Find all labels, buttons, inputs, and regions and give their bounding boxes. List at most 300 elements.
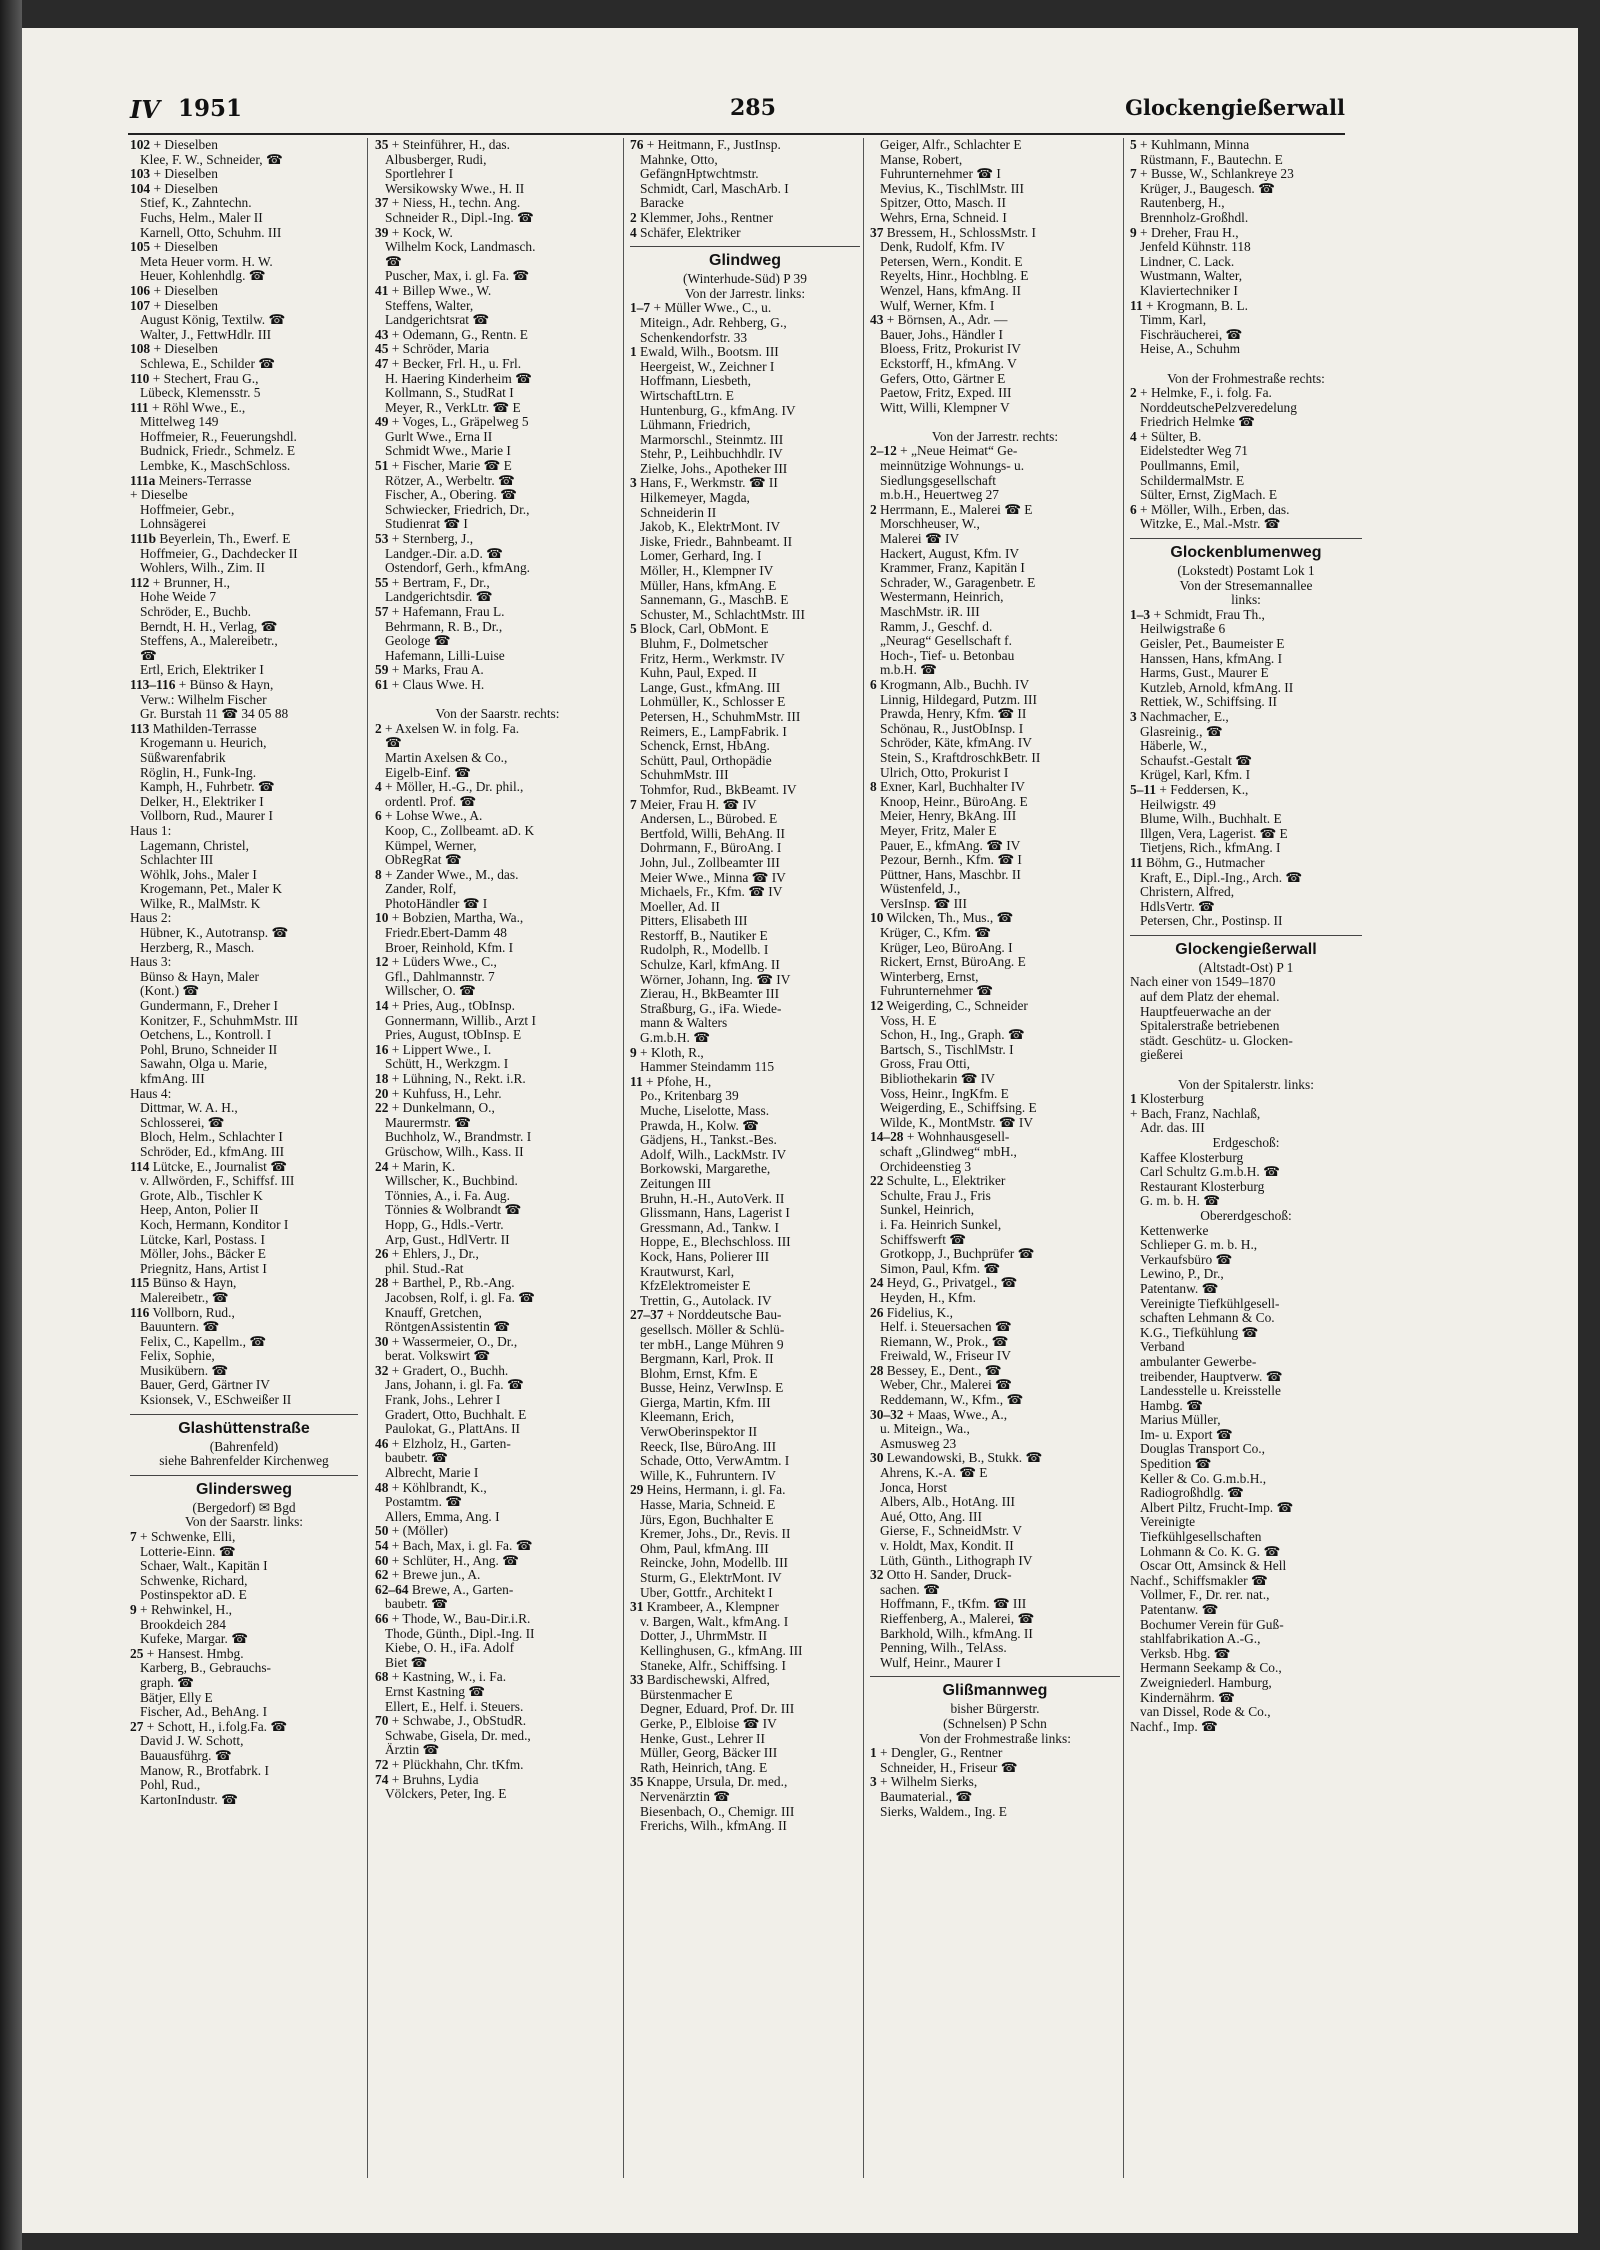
directory-entry: Priegnitz, Hans, Artist I (140, 1261, 267, 1276)
directory-entry: Völckers, Peter, Ing. E (385, 1787, 507, 1802)
directory-entry: Zierau, H., BkBeamter III (640, 987, 780, 1002)
directory-entry: WirtschaftLtrn. E (640, 388, 734, 403)
house-number: 9 (630, 1045, 637, 1060)
directory-entry: 27 + Schott, H., i.folg.Fa. ☎ (130, 1719, 288, 1734)
directory-entry: Dotter, J., UhrmMstr. II (640, 1629, 768, 1644)
house-number: 9 (1130, 225, 1137, 240)
directory-entry: Schlieper G. m. b. H., (1140, 1238, 1258, 1253)
house-number: 74 (375, 1772, 389, 1787)
directory-entry: Wustmann, Walter, (1140, 269, 1243, 284)
directory-entry: H. Haering Kinderheim ☎ (385, 371, 532, 386)
directory-entry: Sannemann, G., MaschB. E (640, 593, 789, 608)
directory-entry: Prawda, H., Kolw. ☎ (640, 1118, 759, 1133)
house-number: 104 (130, 181, 151, 196)
directory-entry: Westermann, Heinrich, (880, 590, 1004, 605)
directory-entry: Kufeke, Margar. ☎ (140, 1632, 248, 1647)
house-number: 111b (130, 532, 157, 547)
directory-entry: Paulokat, G., PlattAns. II (385, 1422, 521, 1437)
house-number: 35 (630, 1775, 644, 1790)
house-number: 12 (375, 955, 389, 970)
directory-entry: 72 + Plückhahn, Chr. tKfm. (375, 1757, 524, 1772)
directory-entry: Wilke, R., MalMstr. K (140, 896, 261, 911)
directory-entry: 10 Wilcken, Th., Mus., ☎ (870, 911, 1014, 926)
directory-entry: Arp, Gust., HdlVertr. II (385, 1232, 510, 1247)
directory-entry: baubetr. ☎ (385, 1597, 448, 1612)
directory-entry: Schwabe, Gisela, Dr. med., (385, 1728, 531, 1743)
directory-entry: 35 Knappe, Ursula, Dr. med., (630, 1775, 788, 1790)
directory-entry: 70 + Schwabe, J., ObStudR. (375, 1714, 527, 1729)
directory-entry: Pohl, Bruno, Schneider II (140, 1042, 278, 1057)
house-number: 112 (130, 575, 150, 590)
house-number: 28 (870, 1363, 884, 1378)
column-5 (1130, 138, 1362, 2178)
directory-entry: Radiogroßhdlg. ☎ (1140, 1486, 1244, 1501)
directory-entry: Gr. Burstah 11 ☎ 34 05 88 (140, 707, 289, 722)
directory-entry: Rüstmann, F., Bautechn. E (1140, 152, 1283, 167)
directory-entry: 28 Bessey, E., Dent., ☎ (870, 1363, 1002, 1378)
house-number: 2–12 (870, 444, 897, 459)
directory-entry: Lembke, K., MaschSchloss. (140, 459, 291, 474)
section-note: Von der Stresemannallee (1179, 578, 1313, 593)
directory-entry: Kiebe, O. H., iFa. Adolf (385, 1641, 515, 1656)
directory-entry: 9 + Kloth, R., (630, 1045, 704, 1060)
directory-entry: 6 + Lohse Wwe., A. (375, 809, 483, 824)
directory-entry: Nachf., Schiffsmakler ☎ (1130, 1573, 1268, 1588)
directory-entry: Reyelts, Hinr., Hochblng. E (880, 269, 1029, 284)
house-number: 12 (870, 999, 884, 1014)
directory-entry: Schneider, H., Friseur ☎ (880, 1760, 1018, 1775)
directory-entry: Püttner, Hans, Maschbr. II (880, 867, 1021, 882)
directory-entry: Rudolph, R., Modellb. I (640, 943, 769, 958)
directory-entry: Klee, F. W., Schneider, ☎ (140, 152, 283, 167)
directory-entry: Fritz, Herm., Werkmstr. IV (640, 651, 785, 666)
directory-entry: PhotoHändler ☎ I (385, 896, 488, 911)
directory-entry: Müller, Georg, Bäcker III (640, 1746, 778, 1761)
directory-entry: Gundermann, F., Dreher I (140, 999, 278, 1014)
house-number: 37 (375, 196, 389, 211)
directory-entry: ☎ (140, 648, 157, 663)
directory-entry: Studienrat ☎ I (385, 517, 468, 532)
directory-entry: Patentanw. ☎ (1140, 1281, 1219, 1296)
directory-entry: Kindernährm. ☎ (1140, 1690, 1235, 1705)
directory-entry: Gfl., Dahlmannstr. 7 (385, 969, 495, 984)
directory-entry: Penning, Wilh., TelAss. (880, 1641, 1007, 1656)
directory-entry: 39 + Kock, W. (375, 225, 453, 240)
directory-entry: Lange, Gust., kfmAng. III (640, 680, 781, 695)
house-number: 68 (375, 1670, 389, 1685)
column-2 (375, 138, 620, 2178)
directory-entry: Kutzleb, Arnold, kfmAng. II (1140, 680, 1294, 695)
directory-entry: baubetr. ☎ (385, 1451, 448, 1466)
directory-entry: NorddeutschePelzveredelung (1140, 400, 1297, 415)
directory-entry: 9 + Dreher, Frau H., (1130, 225, 1239, 240)
directory-entry: Geologe ☎ (385, 634, 451, 649)
directory-entry: 2 Klemmer, Johs., Rentner (630, 210, 774, 225)
directory-entry: Malereibetr., ☎ (140, 1290, 229, 1305)
directory-entry: Steffens, Walter, (385, 298, 474, 313)
directory-entry: Schütt, Paul, Orthopädie (640, 753, 772, 768)
directory-entry: Karberg, B., Gebrauchs- (140, 1661, 272, 1676)
directory-entry: 62 + Brewe jun., A. (375, 1568, 481, 1583)
directory-entry: Siedlungsgesellschaft (880, 473, 997, 488)
house-number: 47 (375, 356, 389, 371)
directory-entry: 51 + Fischer, Marie ☎ E (375, 459, 512, 474)
section-note: (Bahrenfeld) (209, 1439, 279, 1454)
directory-entry: Koch, Hermann, Konditor I (140, 1217, 289, 1232)
column-1 (130, 138, 358, 2178)
directory-entry: 60 + Schlüter, H., Ang. ☎ (375, 1553, 519, 1568)
house-number: 111a (130, 473, 156, 488)
directory-entry: Gurlt Wwe., Erna II (385, 429, 493, 444)
directory-entry: Riemann, W., Prok., ☎ (880, 1334, 1009, 1349)
directory-entry: 48 + Köhlbrandt, K., (375, 1480, 487, 1495)
directory-entry: Geisler, Pet., Baumeister E (1140, 637, 1285, 651)
directory-entry: 22 + Dunkelmann, O., (375, 1101, 495, 1116)
house-number: 57 (375, 605, 389, 619)
section-note: links: (1231, 593, 1261, 608)
directory-entry: Rautenberg, H., (1140, 196, 1225, 211)
house-number: 9 (130, 1603, 137, 1617)
street-heading: Glockenblumenweg (1130, 538, 1362, 564)
directory-entry: 1 Ewald, Wilh., Bootsm. III (630, 345, 779, 360)
directory-entry: Miteign., Adr. Rehberg, G., (640, 315, 787, 330)
house-number: 60 (375, 1553, 389, 1568)
directory-entry: Knoop, Heinr., BüroAng. E (880, 794, 1028, 809)
directory-entry: Baumaterial., ☎ (880, 1789, 973, 1804)
directory-entry: Vollmer, F., Dr. rer. nat., (1140, 1588, 1270, 1603)
directory-entry: RöntgenAssistentin ☎ (385, 1320, 510, 1335)
directory-entry: Ramm, J., Geschf. d. (880, 619, 993, 634)
directory-entry: Wulf, Heinr., Maurer I (880, 1655, 1001, 1670)
house-number: 62 (375, 1568, 389, 1583)
directory-entry: Hackert, August, Kfm. IV (880, 546, 1020, 561)
directory-entry: 27–37 + Norddeutsche Bau- (630, 1308, 782, 1323)
directory-entry: Nachf., Imp. ☎ (1130, 1719, 1218, 1734)
directory-entry: Budnick, Friedr., Schmelz. E (140, 444, 296, 459)
directory-entry: Grüschow, Wilh., Kass. II (385, 1144, 524, 1159)
directory-entry: Wersikowsky Wwe., H. II (385, 181, 525, 196)
directory-entry: 113–116 + Bünso & Hayn, (130, 677, 274, 692)
directory-entry: Gerke, P., Elbloise ☎ IV (640, 1716, 777, 1731)
section-note: (Bergedorf) ✉ Bgd (192, 1500, 296, 1515)
directory-entry: Christern, Alfred, (1140, 885, 1235, 900)
directory-entry: Pezour, Bernh., Kfm. ☎ I (880, 853, 1022, 868)
directory-entry: Herzberg, R., Masch. (140, 940, 255, 955)
directory-entry: Haus 4: (130, 1086, 172, 1101)
street-heading: Glockengießerwall (1130, 935, 1362, 961)
directory-entry: Krügel, Karl, Kfm. I (1140, 768, 1251, 783)
directory-entry: Pitters, Elisabeth III (640, 914, 748, 929)
directory-entry: Vereinigte (1140, 1515, 1196, 1530)
directory-entry: Huntenburg, G., kfmAng. IV (640, 403, 796, 418)
directory-entry: 111b Beyerlein, Th., Ewerf. E (130, 532, 291, 547)
directory-entry: Schiffswerft ☎ (880, 1232, 966, 1247)
directory-entry: Schenck, Ernst, HbAng. (640, 739, 770, 754)
directory-entry: Witt, Willi, Klempner V (880, 400, 1010, 415)
house-number: 76 (630, 138, 644, 152)
directory-entry: Rettiek, W., Schiffsing. II (1140, 695, 1277, 710)
directory-entry: ordentl. Prof. ☎ (385, 794, 477, 809)
directory-entry: Schade, Otto, VerwAmtm. I (640, 1454, 790, 1469)
directory-entry: Keller & Co. G.m.b.H., (1140, 1471, 1267, 1486)
directory-entry: Lüth, Günth., Lithograph IV (880, 1553, 1033, 1568)
directory-entry: Oscar Ott, Amsinck & Hell (1140, 1559, 1287, 1574)
directory-entry: Bartsch, S., TischlMstr. I (880, 1042, 1014, 1057)
directory-entry: Kock, Hans, Polierer III (640, 1249, 770, 1264)
volume-part: IV (130, 95, 160, 124)
directory-entry: Prawda, Henry, Kfm. ☎ II (880, 707, 1027, 722)
directory-entry: Jans, Johann, i. gl. Fa. ☎ (385, 1378, 524, 1393)
house-number: 5 (1130, 138, 1137, 152)
directory-entry: Kamph, H., Fuhrbetr. ☎ (140, 780, 275, 795)
house-number: 7 (630, 797, 637, 812)
directory-entry: 103 + Dieselben (130, 167, 218, 182)
directory-entry: Poullmanns, Emil, (1140, 459, 1240, 474)
directory-entry: Wohlers, Wilh., Zim. II (140, 561, 265, 576)
directory-entry: Frerichs, Wilh., kfmAng. II (640, 1819, 787, 1834)
house-number: 115 (130, 1276, 150, 1291)
directory-entry: Schröder, E., Buchb. (140, 605, 252, 619)
house-number: 10 (375, 911, 389, 926)
directory-entry: Hoffmann, F., tKfm. ☎ III (880, 1597, 1027, 1612)
directory-entry: Schmidt Wwe., Marie I (385, 444, 511, 459)
directory-entry: 111a Meiners-Terrasse (130, 473, 252, 488)
directory-entry: 26 Fidelius, K., (870, 1305, 953, 1320)
directory-entry: Bünso & Hayn, Maler (140, 969, 260, 984)
directory-entry: 6 Krogmann, Alb., Buchh. IV (870, 677, 1030, 692)
directory-entry: (Kont.) ☎ (140, 984, 200, 999)
house-number: 10 (870, 911, 884, 926)
directory-entry: Wilhelm Kock, Landmasch. (385, 240, 536, 255)
house-number: 46 (375, 1436, 389, 1451)
house-number: 41 (375, 283, 389, 298)
directory-entry: Wenzel, Hans, kfmAng. II (880, 283, 1021, 298)
directory-entry: Haus 1: (130, 823, 172, 838)
directory-entry: 111 + Röhl Wwe., E., (130, 400, 246, 415)
directory-entry: Biet ☎ (385, 1655, 428, 1670)
directory-entry: 3 Nachmacher, E., (1130, 709, 1229, 724)
directory-entry: Schlachter III (140, 853, 214, 868)
directory-entry: Krogemann, Pet., Maler K (140, 882, 283, 897)
directory-entry: Knauff, Gretchen, (385, 1305, 482, 1320)
directory-entry: Möller, Johs., Bäcker E (140, 1247, 266, 1262)
directory-entry: 43 + Börnsen, A., Adr. — (870, 313, 1008, 328)
house-number: 43 (870, 313, 884, 328)
directory-entry: 26 + Ehlers, J., Dr., (375, 1247, 479, 1262)
directory-entry: Rieffenberg, A., Malerei, ☎ (880, 1611, 1035, 1626)
directory-entry: Illgen, Vera, Lagerist. ☎ E (1140, 826, 1288, 841)
directory-entry: Meier Wwe., Minna ☎ IV (640, 870, 786, 885)
directory-entry: Andersen, L., Bürobed. E (640, 812, 778, 827)
directory-entry: schaften Lehmann & Co. (1140, 1311, 1275, 1326)
directory-entry: Kellinghusen, G., kfmAng. III (640, 1643, 803, 1658)
directory-entry: Mevius, K., TischlMstr. III (880, 181, 1024, 196)
directory-entry: 53 + Sternberg, J., (375, 532, 474, 547)
directory-entry: Kuhn, Paul, Exped. II (640, 666, 757, 681)
directory-entry: 28 + Barthel, P., Rb.-Ang. (375, 1276, 515, 1291)
directory-entry: auf dem Platz der ehemal. (1140, 990, 1280, 1005)
directory-entry: Eidelstedter Weg 71 (1140, 444, 1249, 459)
directory-entry: Aué, Otto, Ang. III (880, 1509, 982, 1524)
directory-entry: Maurermstr. ☎ (385, 1115, 471, 1130)
directory-entry: 4 + Möller, H.-G., Dr. phil., (375, 780, 524, 795)
directory-entry: 106 + Dieselben (130, 283, 218, 298)
directory-entry: 30 Lewandowski, B., Stukk. ☎ (870, 1451, 1043, 1466)
directory-entry: Martin Axelsen & Co., (385, 750, 508, 765)
directory-entry: Hasse, Maria, Schneid. E (640, 1498, 776, 1513)
directory-entry: Voss, H. E (880, 1013, 937, 1028)
house-number: 26 (870, 1305, 884, 1320)
directory-entry: m.b.H., Heuertweg 27 (880, 488, 999, 503)
directory-entry: „Neurag“ Gesellschaft f. (880, 634, 1012, 649)
directory-entry: Bätjer, Elly E (140, 1690, 213, 1705)
directory-entry: 1 Klosterburg (1130, 1092, 1204, 1107)
directory-entry: Vollborn, Rud., Maurer I (140, 809, 273, 824)
directory-entry: Schmidt, Carl, MaschArb. I (640, 181, 789, 196)
directory-entry: Hoppe, E., Blechschloss. III (640, 1235, 791, 1250)
directory-entry: Restaurant Klosterburg (1140, 1179, 1265, 1194)
directory-entry: Malerei ☎ IV (880, 532, 960, 547)
directory-entry: Asmusweg 23 (880, 1436, 957, 1451)
directory-entry: Fischer, Ad., BehAng. I (140, 1705, 268, 1720)
directory-entry: Meyer, R., VerkLtr. ☎ E (385, 400, 521, 415)
directory-entry: Restorff, B., Nautiker E (640, 928, 768, 943)
directory-entry: Lübeck, Klemensstr. 5 (140, 386, 261, 401)
directory-entry: Hauptfeuerwache an der (1140, 1004, 1271, 1019)
directory-entry: 108 + Dieselben (130, 342, 218, 357)
directory-entry: Hoffmeier, R., Feuerungshdl. (140, 429, 297, 444)
directory-entry: 18 + Lühning, N., Rekt. i.R. (375, 1072, 526, 1086)
house-number: 11 (630, 1074, 643, 1089)
directory-entry: 105 + Dieselben (130, 240, 218, 255)
directory-entry: v. Bargen, Walt., kfmAng. I (640, 1614, 789, 1629)
directory-entry: 2–12 + „Neue Heimat“ Ge- (870, 444, 1018, 459)
directory-entry: Klaviertechniker I (1140, 283, 1238, 298)
directory-entry: Meyer, Fritz, Maler E (880, 823, 997, 838)
directory-entry: Lagemann, Christel, (140, 838, 249, 853)
directory-entry: Willscher, K., Buchbind. (385, 1174, 518, 1189)
directory-entry: Denk, Rudolf, Kfm. IV (880, 240, 1005, 255)
directory-entry: Hoffmann, Liesbeth, (640, 374, 751, 389)
house-number: 7 (130, 1530, 137, 1545)
directory-entry: Tiefkühlgesellschaften (1140, 1530, 1262, 1545)
directory-entry: Pohl, Rud., (140, 1778, 201, 1793)
directory-entry: Gonnermann, Willib., Arzt I (385, 1013, 536, 1028)
house-number: 1 (1130, 1092, 1137, 1107)
directory-entry: G. m. b. H. ☎ (1140, 1194, 1220, 1209)
directory-entry: Nervenärztin ☎ (640, 1789, 730, 1804)
house-number: 22 (870, 1174, 884, 1189)
house-number: 45 (375, 342, 389, 357)
directory-entry: 47 + Becker, Frl. H., u. Frl. (375, 356, 522, 371)
directory-entry: kfmAng. III (140, 1072, 205, 1086)
directory-entry: Bluhm, F., Dolmetscher (640, 637, 768, 651)
directory-entry: Hohe Weide 7 (140, 590, 217, 605)
directory-entry: 25 + Hansest. Hmbg. (130, 1646, 244, 1661)
directory-entry: David J. W. Schott, (140, 1734, 244, 1749)
directory-entry: VerwOberinspektor II (640, 1425, 758, 1440)
directory-entry: Felix, C., Kapellm., ☎ (140, 1334, 267, 1349)
directory-entry: August König, Textilw. ☎ (140, 313, 286, 328)
house-number: 70 (375, 1714, 389, 1729)
directory-entry: Moeller, Ad. II (640, 899, 720, 914)
directory-entry: Lindner, C. Lack. (1140, 254, 1235, 269)
directory-entry: Bauer, Gerd, Gärtner IV (140, 1378, 270, 1393)
directory-entry: 14 + Pries, Aug., tObInsp. (375, 999, 515, 1014)
directory-entry: + Bach, Franz, Nachlaß, (1130, 1106, 1261, 1121)
house-number: 107 (130, 298, 151, 313)
directory-entry: Jiske, Friedr., Bahnbeamt. II (640, 534, 793, 549)
directory-entry: stahlfabrikation A.-G., (1140, 1632, 1261, 1647)
directory-entry: Heergeist, W., Zeichner I (640, 359, 775, 374)
directory-entry: Zielke, Johs., Apotheker III (640, 461, 788, 476)
directory-entry: 59 + Marks, Frau A. (375, 663, 484, 678)
directory-entry: Wehrs, Erna, Schneid. I (880, 210, 1007, 225)
directory-entry: 32 + Gradert, O., Buchh. (375, 1363, 509, 1378)
section-note: (Schnelsen) P Schn (943, 1716, 1047, 1731)
house-number: 50 (375, 1524, 389, 1539)
directory-entry: Krautwurst, Karl, (640, 1264, 735, 1279)
house-number: 26 (375, 1247, 389, 1262)
directory-entry: Hoffmeier, G., Dachdecker II (140, 546, 298, 561)
directory-entry: 74 + Bruhns, Lydia (375, 1772, 479, 1787)
directory-entry: Hambg. ☎ (1140, 1398, 1203, 1413)
directory-entry: Heise, A., Schuhm (1140, 342, 1241, 357)
directory-entry: Witzke, E., Mal.-Mstr. ☎ (1140, 517, 1281, 532)
house-number: 113 (130, 721, 150, 736)
directory-entry: Sierks, Waldem., Ing. E (880, 1804, 1007, 1819)
directory-entry: Brookdeich 284 (140, 1617, 226, 1632)
house-number: 5 (630, 622, 637, 637)
directory-entry: Staneke, Alfr., Schiffsing. I (640, 1658, 786, 1673)
directory-entry: GefängnHptwchtmstr. (640, 167, 759, 182)
directory-entry: ambulanter Gewerbe- (1140, 1354, 1257, 1369)
directory-entry: van Dissel, Rode & Co., (1140, 1705, 1271, 1720)
house-number: 25 (130, 1646, 144, 1661)
directory-entry: MaschMstr. iR. III (880, 605, 980, 619)
directory-entry: Möller, H., Klempner IV (640, 564, 774, 579)
directory-entry: 55 + Bertram, F., Dr., (375, 575, 490, 590)
house-number: 103 (130, 167, 151, 182)
directory-entry: Schwiecker, Friedrich, Dr., (385, 502, 530, 517)
directory-entry: Schütt, H., Werkzgm. I (385, 1057, 509, 1072)
house-number: 30 (375, 1334, 389, 1349)
house-number: 33 (630, 1673, 644, 1688)
house-number: 53 (375, 532, 389, 547)
directory-entry: ter mbH., Lange Mühren 9 (640, 1337, 784, 1352)
directory-entry: berat. Volkswirt ☎ (385, 1349, 491, 1364)
directory-entry: Sülter, Ernst, ZigMach. E (1140, 488, 1278, 503)
directory-entry: Ertl, Erich, Elektriker I (140, 663, 264, 678)
directory-entry: Ahrens, K.-A. ☎ E (880, 1466, 988, 1481)
directory-entry: 8 Exner, Karl, Buchhalter IV (870, 780, 1025, 795)
directory-entry: Gefers, Otto, Gärtner E (880, 371, 1006, 386)
directory-entry: SchuhmMstr. III (640, 768, 729, 783)
directory-entry: Petersen, Chr., Postinsp. II (1140, 914, 1283, 929)
directory-entry: Fuhrunternehmer ☎ (880, 984, 993, 999)
directory-entry: Albusberger, Rudi, (385, 152, 487, 167)
directory-entry: Krüger, J., Baugesch. ☎ (1140, 181, 1275, 196)
house-number: 1–7 (630, 301, 651, 316)
directory-entry: Eigelb-Einf. ☎ (385, 765, 471, 780)
directory-entry: Patentanw. ☎ (1140, 1603, 1219, 1617)
street-heading: Glißmannweg (870, 1676, 1120, 1702)
directory-entry: Schröder, Käte, kfmAng. IV (880, 736, 1032, 751)
directory-entry: Brennholz-Großhdl. (1140, 210, 1249, 225)
house-number: 30–32 (870, 1407, 904, 1422)
house-number: 20 (375, 1086, 389, 1101)
directory-entry: treibender, Hauptverw. ☎ (1140, 1369, 1283, 1384)
